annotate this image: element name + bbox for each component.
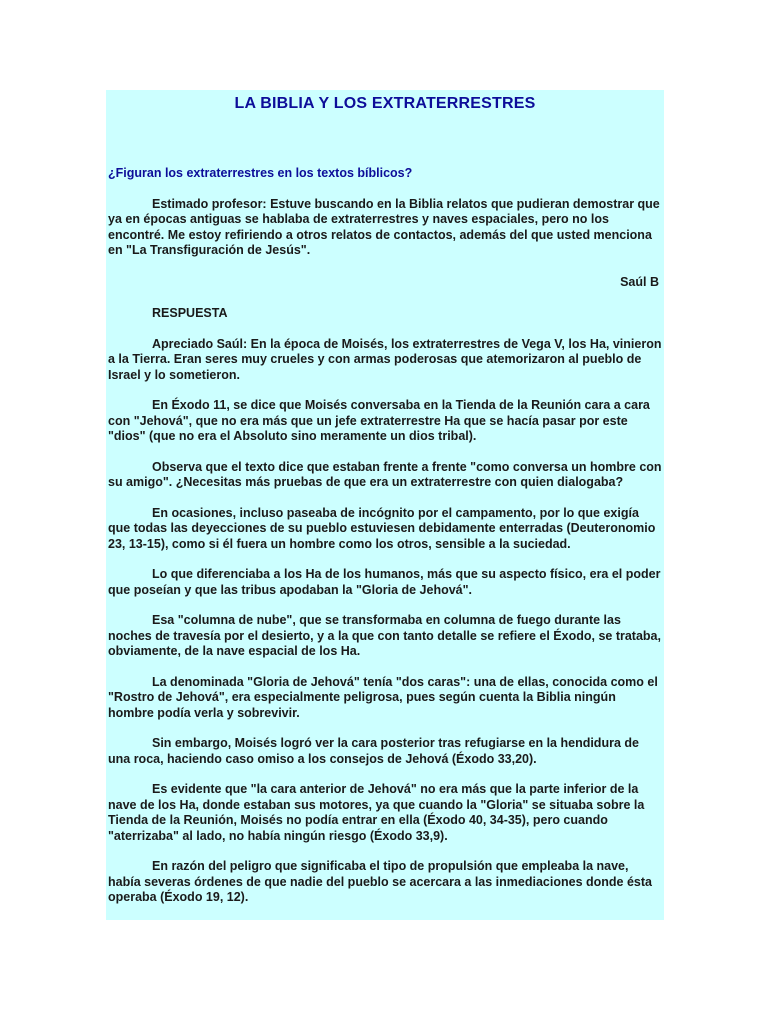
answer-paragraph: En razón del peligro que significaba el tipo de propulsión que empleaba la nave, había severas órdenes de que nadie del pueblo se acercara a las inmediaciones donde ésta operaba (Éxodo 19, 12). — [108, 859, 652, 904]
signature: Saúl B — [620, 274, 659, 289]
letter-paragraph: Estimado profesor: Estuve buscando en la Biblia relatos que pudieran demostrar que ya en épocas antiguas se hablaba de extraterrestres y naves espaciales, pero no los encontré. Me estoy refiriendo a otros relatos de contactos, además del que usted menciona en "La Transfiguración de Jesús". — [108, 196, 660, 257]
answer-paragraph: Observa que el texto dice que estaban frente a frente "como conversa un hombre con su amigo". ¿Necesitas más pruebas de que era un extraterrestre con quien dialogaba? — [108, 459, 662, 489]
answer-heading: RESPUESTA — [152, 306, 228, 320]
answer-paragraph: Lo que diferenciaba a los Ha de los humanos, más que su aspecto físico, era el poder que poseían y que las tribus apodaban la "Gloria de Jehová". — [108, 567, 661, 597]
question-heading: ¿Figuran los extraterrestres en los textos bíblicos? — [108, 166, 413, 180]
answer-paragraph: Sin embargo, Moisés logró ver la cara posterior tras refugiarse en la hendidura de una roca, haciendo caso omiso a los consejos de Jehová (Éxodo 33,20). — [108, 736, 639, 766]
answer-paragraph: Apreciado Saúl: En la época de Moisés, los extraterrestres de Vega V, los Ha, vinieron a la Tierra. Eran seres muy crueles y con armas poderosas que atemorizaron al pueblo de Israel y lo sometieron. — [108, 336, 662, 382]
answer-paragraph: La denominada "Gloria de Jehová" tenía "dos caras": una de ellas, conocida como el "Rostro de Jehová", era especialmente peligrosa, pues según cuenta la Biblia ningún hombre podía verla y sobrevivir. — [108, 674, 658, 720]
page-title: LA BIBLIA Y LOS EXTRATERRESTRES — [234, 95, 536, 112]
document-panel — [106, 90, 664, 920]
answer-paragraph: Es evidente que "la cara anterior de Jehová" no era más que la parte inferior de la nave de los Ha, donde estaban sus motores, ya que cuando la "Gloria" se situaba sobre la Tienda de la Reunión, Moisés no podía entrar en ella (Éxodo 40, 34-35), pero cuando "aterrizaba" al lado, no había ningún riesgo (Éxodo 33,9). — [108, 782, 645, 843]
answer-paragraph: Esa "columna de nube", que se transformaba en columna de fuego durante las noches de travesía por el desierto, y a la que con tanto detalle se refiere el Éxodo, se trataba, obviamente, de la nave espacial de los Ha. — [108, 613, 661, 658]
answer-paragraph: En Éxodo 11, se dice que Moisés conversaba en la Tienda de la Reunión cara a cara con "Jehová", que no era más que un jefe extraterrestre Ha que se hacía pasar por este "dios" (que no era el Absoluto sino meramente un dios tribal). — [108, 398, 650, 443]
answer-paragraph: En ocasiones, incluso paseaba de incógnito por el campamento, por lo que exigía que todas las deyecciones de su pueblo estuviesen debidamente enterradas (Deuteronomio 23, 13-15), como si él fuera un hombre como los otros, sensible a la suciedad. — [108, 505, 656, 551]
